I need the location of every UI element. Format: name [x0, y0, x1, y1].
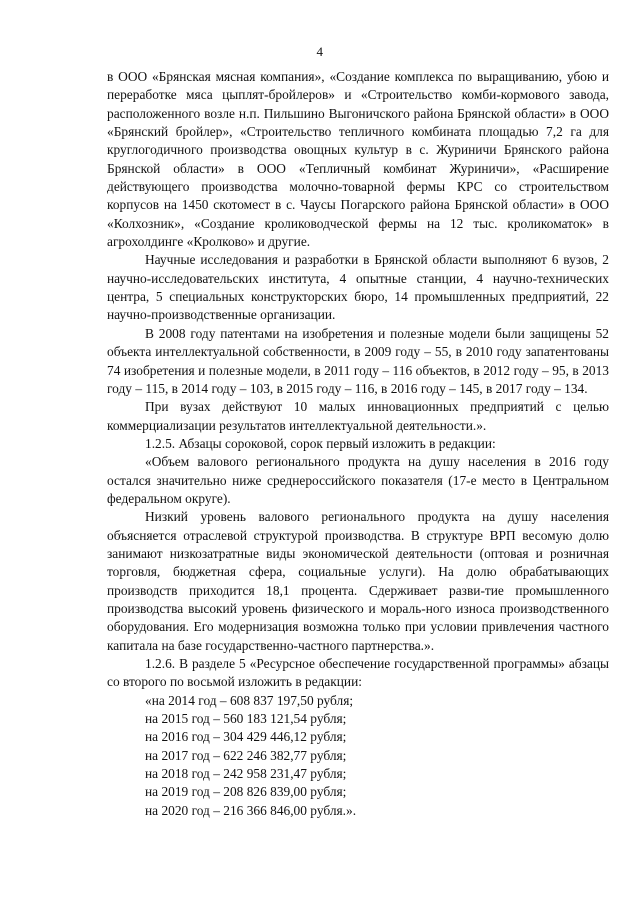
paragraph-continuation: в ООО «Брянская мясная компания», «Создание комплекса по выращиванию, убою и переработке мяса цыплят-бройлеров» и «Строительство комби-кормового завода, расположенного возле н.п. Пильшино Выгоничского района Брянской области» в ООО «Брянский бройлер», «Строительство тепличного комбината площадью 7,2 га для круглогодичного производства овощных культур в с. Журиничи Брянского района Брянской области» в ООО «Тепличный комбинат Журиничи», «Расширение действующего производства молочно-товарной фермы КРС со строительством корпусов на 1450 скотомест в с. Чаусы Погарского района Брянской области» в ООО «Колхозник», «Создание кролиководческой фермы на 12 тыс. кроликоматок» в агрохолдинге «Кролково» и другие.	[107, 69, 609, 250]
paragraph-research: Научные исследования и разработки в Брянской области выполняют 6 вузов, 2 научно-исследовательских института, 4 опытные станции, 4 научно-технических центра, 5 специальных конструкторских бюро, 14 промышленных предприятий, 22 научно-производственные организации.	[107, 252, 609, 323]
funding-list	[107, 692, 609, 820]
list-item: на 2018 год – 242 958 231,47 рубля;	[145, 766, 347, 782]
list-item: на 2016 год – 304 429 446,12 рубля;	[145, 729, 347, 745]
list-item: «на 2014 год – 608 837 197,50 рубля;	[145, 692, 354, 708]
paragraph-innovation: При вузах действуют 10 малых инновационных предприятий с целью коммерциализации результатов интеллектуальной деятельности.».	[107, 399, 609, 433]
paragraph-clause-1-2-6: 1.2.6. В разделе 5 «Ресурсное обеспечение государственной программы» абзацы со второго по восьмой изложить в редакции:	[107, 656, 609, 690]
page-number: 4	[316, 44, 324, 59]
paragraph-patents: В 2008 году патентами на изобретения и полезные модели были защищены 52 объекта интеллектуальной собственности, в 2009 году – 55, в 2010 году запатентованы 74 изобретения и полезные модели, в 2011 году – 116 объектов, в 2012 году – 95, в 2013 году – 115, в 2014 году – 103, в 2015 году – 116, в 2016 году – 145, в 2017 году – 134.	[107, 325, 609, 396]
paragraph-grp: «Объем валового регионального продукта на душу населения в 2016 году остался значительно ниже среднероссийского показателя (17-е место в Центральном федеральном округе).	[107, 454, 609, 506]
list-item: на 2019 год – 208 826 839,00 рубля;	[145, 784, 347, 800]
list-item: на 2015 год – 560 183 121,54 рубля;	[145, 711, 347, 727]
list-item: на 2020 год – 216 366 846,00 рубля.».	[145, 802, 357, 818]
paragraph-clause-1-2-5: 1.2.5. Абзацы сороковой, сорок первый изложить в редакции:	[145, 435, 496, 451]
paragraph-grp-low: Низкий уровень валового регионального продукта на душу населения объясняется отраслевой структурой производства. В структуре ВРП весомую долю занимают низкозатратные виды экономической деятельности (оптовая и розничная торговля, бюджетная сфера, социальные услуги). На долю обрабатывающих производств приходится 18,1 процента. Сдерживает разви-тие промышленного производства высокий уровень физического и мораль-ного износа производственного оборудования. Его модернизация возможна только при условии привлечения частного капитала на базе государственно-частного партнерства.».	[107, 509, 609, 653]
list-item: на 2017 год – 622 246 382,77 рубля;	[145, 747, 347, 763]
document-body	[107, 68, 609, 820]
